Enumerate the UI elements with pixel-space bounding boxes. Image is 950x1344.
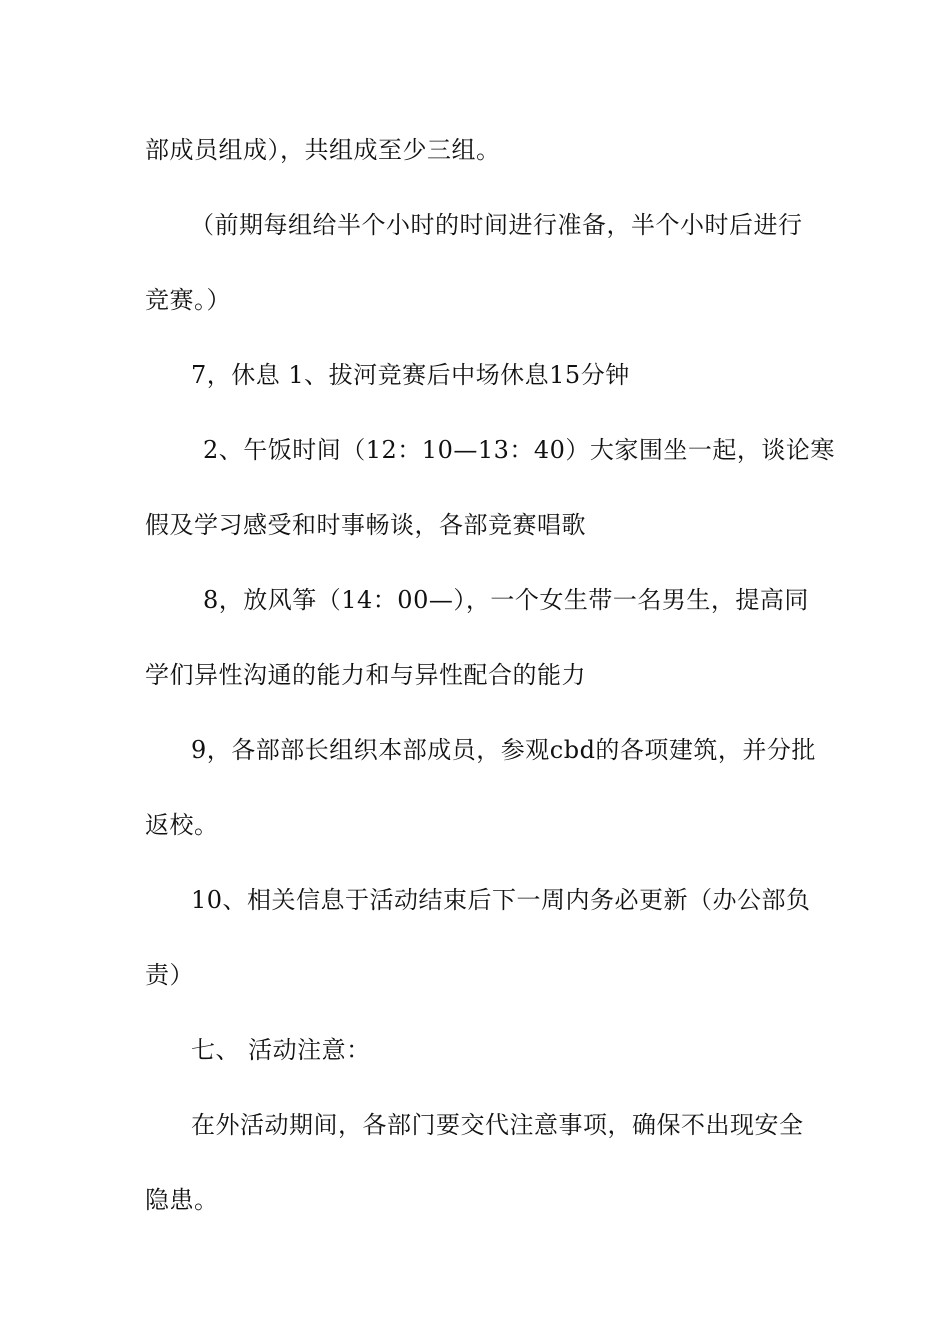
- text-line: 9，各部部长组织本部成员，参观cbd的各项建筑，并分批: [191, 736, 816, 764]
- text-line: 2、午饭时间（12：10—13：40）大家围坐一起，谈论寒: [203, 436, 835, 464]
- text-line: 学们异性沟通的能力和与异性配合的能力: [145, 661, 586, 689]
- text-line: 竞赛。）: [145, 286, 231, 314]
- text-line: 假及学习感受和时事畅谈，各部竞赛唱歌: [145, 511, 586, 539]
- text-line: 7，休息 1、拔河竞赛后中场休息15分钟: [191, 361, 630, 389]
- text-line: 责）: [145, 961, 194, 989]
- text-line: 在外活动期间，各部门要交代注意事项，确保不出现安全: [191, 1111, 804, 1139]
- section-heading: 七、 活动注意：: [191, 1036, 371, 1064]
- text-line: 10、相关信息于活动结束后下一周内务必更新（办公部负: [191, 886, 811, 914]
- text-line: （前期每组给半个小时的时间进行准备，半个小时后进行: [190, 211, 803, 239]
- text-line: 8，放风筝（14：00—），一个女生带一名男生，提高同: [203, 586, 809, 614]
- text-line: 部成员组成），共组成至少三组。: [145, 136, 501, 164]
- text-line: 隐患。: [145, 1186, 219, 1214]
- text-line: 返校。: [145, 811, 219, 839]
